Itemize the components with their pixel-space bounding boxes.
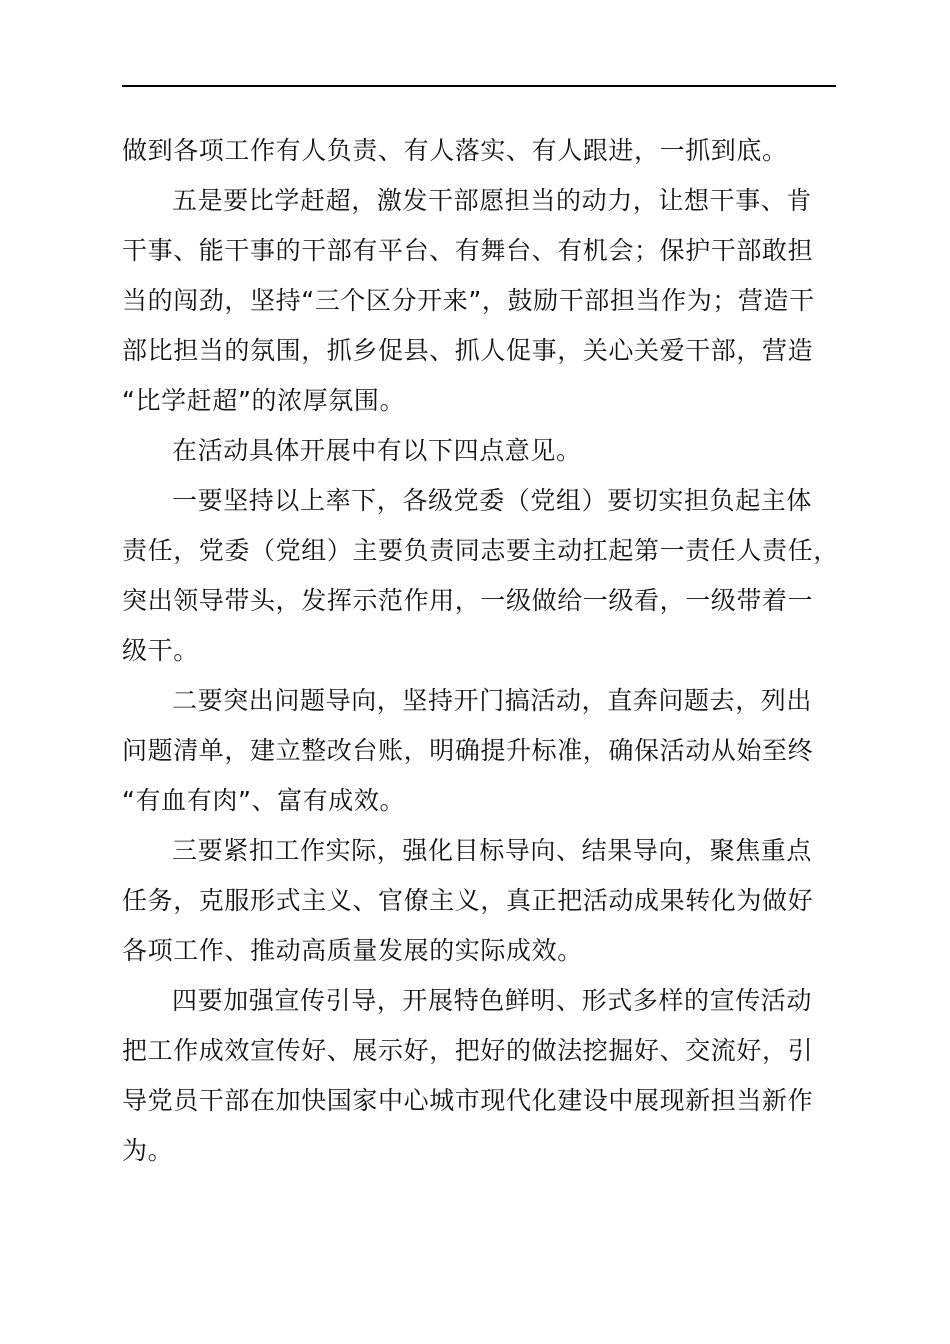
text-line: 干事、能干事的干部有平台、有舞台、有机会；保护干部敢担: [122, 236, 814, 265]
text-line: “比学赶超”的浓厚氛围。: [122, 386, 406, 415]
paragraph-first-line: 三要紧扣工作实际，强化目标导向、结果导向，聚焦重点: [172, 836, 813, 865]
paragraph-first-line: 四要加强宣传引导，开展特色鲜明、形式多样的宣传活动: [172, 986, 813, 1015]
text-line: 做到各项工作有人负责、有人落实、有人跟进，一抓到底。: [122, 136, 788, 165]
text-line: 突出领导带头，发挥示范作用，一级做给一级看，一级带着一: [122, 586, 814, 615]
text-line: 为。: [122, 1136, 174, 1165]
paragraph-first-line: 在活动具体开展中有以下四点意见。: [172, 436, 582, 465]
text-line: 把工作成效宣传好、展示好，把好的做法挖掘好、交流好，引: [122, 1036, 814, 1065]
paragraph-first-line: 五是要比学赶超，激发干部愿担当的动力，让想干事、肯: [172, 186, 813, 215]
text-line: 各项工作、推动高质量发展的实际成效。: [122, 936, 583, 965]
text-line: 级干。: [122, 636, 199, 665]
document-body: [122, 126, 839, 1176]
text-line: 当的闯劲，坚持“三个区分开来”，鼓励干部担当作为；营造干: [122, 286, 815, 315]
text-line: “有血有肉”、富有成效。: [122, 786, 406, 815]
text-line: 问题清单，建立整改台账，明确提升标准，确保活动从始至终: [122, 736, 814, 765]
text-line: 任务，克服形式主义、官僚主义，真正把活动成果转化为做好: [122, 886, 814, 915]
paragraph-first-line: 二要突出问题导向，坚持开门搞活动，直奔问题去，列出: [172, 686, 813, 715]
text-line: 部比担当的氛围，抓乡促县、抓人促事，关心关爱干部，营造: [122, 336, 814, 365]
header-divider: [122, 85, 836, 87]
paragraph-first-line: 一要坚持以上率下，各级党委（党组）要切实担负起主体: [172, 486, 813, 515]
text-line: 导党员干部在加快国家中心城市现代化建设中展现新担当新作: [122, 1086, 814, 1115]
text-line: 责任，党委（党组）主要负责同志要主动扛起第一责任人责任，: [122, 536, 839, 565]
